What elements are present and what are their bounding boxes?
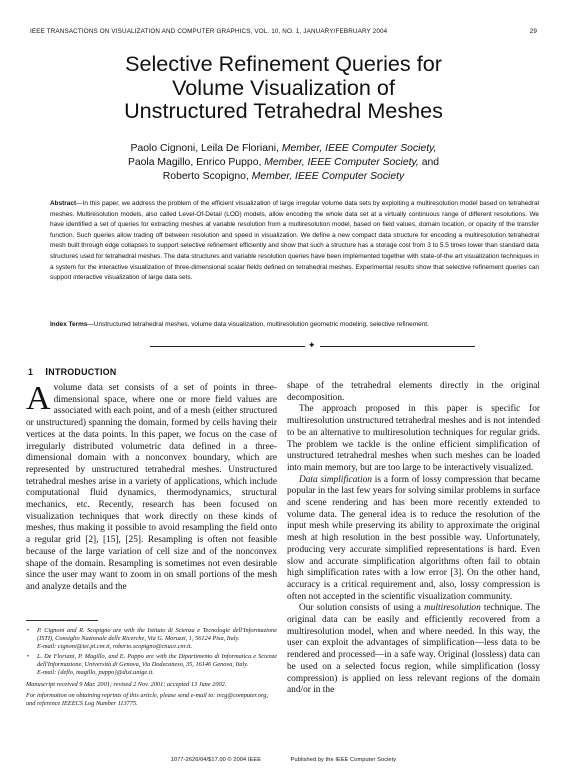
paragraph bbox=[287, 603, 540, 697]
emphasis: Data simplification bbox=[299, 474, 372, 485]
page-number: 29 bbox=[529, 28, 537, 35]
footnote-email: E-mail: cignoni@iei.pi.cnr.it, roberto.scopigno@cnuce.cnr.it. bbox=[37, 643, 193, 651]
author-line-2 bbox=[40, 156, 527, 170]
abstract bbox=[50, 199, 539, 284]
drop-cap: A bbox=[26, 380, 51, 417]
section-separator bbox=[30, 341, 537, 353]
footnote-item bbox=[26, 653, 277, 677]
paragraph-text: technique. The original data can be easily and efficiently recovered from a multiresolution model, when and where needed. In this way, the user can exploit the advantages of simplification—less data to be rendered and processed—in a safe way. Original (lossless) data can be used on a selected focus region, while simplification (lossy compression) is applied on less relevant regions of the domain and/or in the bbox=[287, 603, 540, 696]
paragraph bbox=[26, 380, 277, 594]
footnote-item bbox=[26, 627, 277, 651]
author-affiliation: Member, IEEE Computer Society bbox=[251, 171, 405, 182]
left-column bbox=[26, 380, 277, 594]
index-terms-label: Index Terms bbox=[50, 321, 88, 328]
title-line-3: Unstructured Tetrahedral Meshes bbox=[124, 98, 443, 123]
author-line-3 bbox=[40, 170, 527, 184]
running-head bbox=[30, 28, 537, 35]
journal-header: IEEE TRANSACTIONS ON VISUALIZATION AND COMPUTER GRAPHICS, VOL. 10, NO. 1, JANUARY/FEBRUARY 2004 bbox=[30, 28, 388, 35]
section-title-initial: I bbox=[45, 367, 49, 378]
author-list bbox=[40, 142, 527, 184]
bullet-icon: • bbox=[27, 628, 30, 634]
section-number: 1 bbox=[28, 367, 34, 377]
footnote-text: P. Cignoni and R. Scopigno are with the Istituto di Scienza e Tecnologie dell'Informazione (ISTI), Consiglio Nazionale delle Ricerche, Via G. Moruzzi, 1, 56124 Pisa, Italy. bbox=[37, 627, 277, 643]
footnotes bbox=[26, 627, 277, 708]
author-names: Paola Magillo, Enrico Puppo, bbox=[127, 157, 265, 168]
section-title-rest: NTRODUCTION bbox=[48, 367, 117, 377]
title-line-1: Selective Refinement Queries for bbox=[125, 51, 442, 76]
footnote-text: L. De Floriani, P. Magillo, and E. Puppo are with the Dipartimento di Informatica e Scienze dell'Informazione, Università di Genova, Via Dodecaneso, 35, 16146 Genova, Italy. bbox=[37, 653, 277, 669]
paragraph-text: Our solution consists of using a bbox=[299, 603, 425, 614]
publisher-line: Published by the IEEE Computer Society bbox=[290, 757, 397, 763]
page-footer bbox=[0, 757, 567, 763]
footnote-rule bbox=[26, 620, 98, 621]
manuscript-dates: Manuscript received 9 Mar. 2001; revised 2 Nov. 2001; accepted 13 June 2002. bbox=[26, 680, 227, 688]
emphasis: multiresolution bbox=[424, 603, 481, 614]
paragraph: shape of the tetrahedral elements directly in the original decomposition. bbox=[287, 381, 540, 403]
separator-diamond-icon: ✦ bbox=[308, 341, 316, 351]
bullet-icon: • bbox=[27, 654, 30, 661]
separator-rule-left bbox=[150, 346, 305, 347]
index-terms bbox=[50, 320, 539, 330]
abstract-label: Abstract bbox=[50, 200, 77, 207]
section-heading bbox=[28, 367, 117, 378]
author-line-1 bbox=[40, 142, 527, 156]
reprint-info: For information on obtaining reprints of this article, please send e-mail to: tvcg@computer.org, and reference IEEECS Log Number 113775. bbox=[26, 691, 268, 707]
copyright-line: 1077-2626/04/$17.00 © 2004 IEEE bbox=[170, 757, 262, 763]
separator-rule-right bbox=[320, 346, 475, 347]
footnote-email: E-mail: {deflo, magillo, puppo}@disi.unige.it. bbox=[37, 669, 154, 677]
paper-title bbox=[40, 52, 527, 123]
right-column bbox=[287, 381, 540, 697]
paragraph: The approach proposed in this paper is specific for multiresolution unstructured tetrahedral meshes and is not intended to be an alternative to multiresolution techniques for regular grids. The problem we tackle is the online efficient simplification of unstructured tetrahedral meshes when such meshes can be loaded into main memory, but are too large to be interactively visualized. bbox=[287, 404, 540, 473]
paragraph-text: volume data set consists of a set of points in three-dimensional space, where one or more field values are associated with each point, and of a mesh (either structured or unstructured) spanning the domain, formed by cells having their vertices at the data points. In this paper, we focus on the case of irregularly distributed volumetric data defined in a three-dimensional domain with a nonconvex boundary, which are represented by unstructured tetrahedral meshes. Unstructured tetrahedral meshes arise in a variety of applications, which include computational fluid dynamics, thermodynamics, structural mechanics, etc. Recently, research has been focused on visualization techniques that work directly on these kinds of meshes, thus making it possible to avoid resampling the field onto a regular grid [2], [15], [25]. Resampling is often not feasible because of the large variation of cell size and of the nonconvex shape of the domain. Resampling is sometimes not even desirable since the user may want to zoom in on small portions of the mesh and analyze details and the bbox=[26, 383, 277, 592]
title-line-2: Volume Visualization of bbox=[172, 74, 395, 100]
author-conjunction: and bbox=[418, 157, 440, 168]
abstract-text: —In this paper, we address the problem of the efficient visualization of large irregular volume data sets by exploiting a multiresolution model based on tetrahedral meshes. Multiresolution models, also called Level-Of-Detail (LOD) models, allow encoding the whole data set at a virtually continuous range of different resolutions. We have identified a set of queries for extracting meshes at variable resolution from a multiresolution model, based on field values, domain location, or opacity of the transfer function. Such queries allow trading off between resolution and speed in visualization. We define a new compact data structure for encoding a multiresolution tetrahedral mesh built through edge collapses to support selective refinement efficiently and show that such a structure has a storage cost from 3 to 5.5 times lower than standard data structures used for tetrahedral meshes. The data structures and variable resolution queries have been implemented together with state-of-the art visualization techniques in a system for the interactive visualization of three-dimensional scalar fields defined on tetrahedral meshes. Experimental results show that selective refinement queries can support interactive visualization of large data sets. bbox=[50, 200, 539, 282]
index-terms-text: —Unstructured tetrahedral meshes, volume data visualization, multiresolution geometric modeling, selective refinement. bbox=[87, 321, 429, 328]
author-names: Paolo Cignoni, Leila De Floriani, bbox=[130, 143, 282, 154]
author-names: Roberto Scopigno, bbox=[162, 171, 252, 182]
author-affiliation: Member, IEEE Computer Society, bbox=[281, 143, 437, 154]
author-affiliation: Member, IEEE Computer Society, bbox=[264, 157, 419, 168]
paragraph bbox=[287, 475, 540, 604]
paragraph-text: is a form of lossy compression that became popular in the last few years for solving similar problems in surface and scene rendering and has been more recently extended to volume data. The general idea is to reduce the resolution of the input mesh while preserving its ability to approximate the original mesh at high resolution in the best possible way. Unfortunately, producing very accurate simplified representations is hard. Even slow and accurate simplification algorithms often fail to obtain high simplification rates with a low error [3]. On the other hand, accuracy is a critical requirement and, also, lossy compression is often not accepted in the scientific visualization community. bbox=[287, 474, 541, 602]
